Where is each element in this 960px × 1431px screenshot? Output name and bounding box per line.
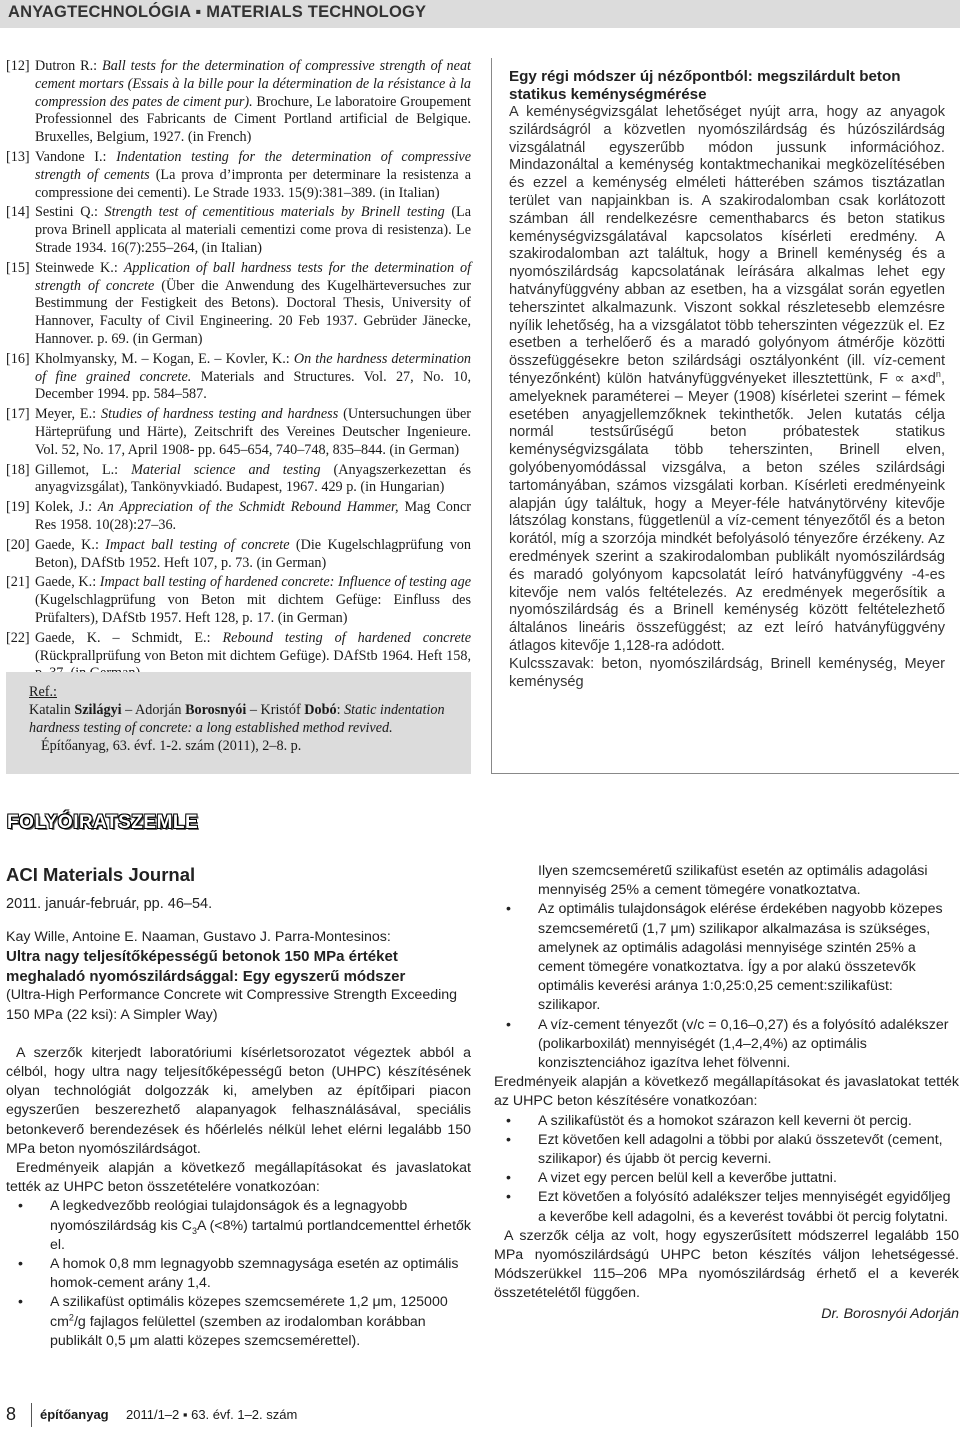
reference-item (6, 499, 471, 535)
abstract-keywords: Kulcsszavak: beton, nyomószilárdság, Brinell keménység, Meyer keménység (509, 655, 945, 690)
reference-number: [19] (6, 499, 30, 516)
reference-item (6, 462, 471, 498)
page-footer (0, 1400, 960, 1431)
reference-list (6, 58, 471, 685)
body-paragraph: A szerzők célja az volt, hogy egyszerűsített módszerrel legalább 150 MPa nyomószilárdságú UHPC beton készítés váljon lehetségessé. Módszerükkel 115–206 MPa nyomószilárdság érhető el a keverék összetételétől függően. (494, 1227, 959, 1302)
reference-text: Vandone I.: Indentation testing for the determination of compressive strength of cements (La prova d’impronta per determinare la resistenza a compressione dei cementi). Le Strade 1933. 15(9):381–389. (in Italian) (35, 148, 472, 201)
reference-number: [20] (6, 536, 30, 553)
reference-item (6, 537, 471, 573)
header-title: ANYAGTECHNOLÓGIA ▪ MATERIALS TECHNOLOGY (8, 3, 427, 21)
ref-citation: Katalin Szilágyi – Adorján Borosnyói – Kristóf Dobó: Static indentation hardness testing of concrete: a long established method revived. Építőanyag, 63. évf. 1-2. szám (2011), 2–8. p. (29, 701, 461, 755)
magazine-name: építőanyag (40, 1407, 109, 1422)
article-subtitle: (Ultra-High Performance Concrete wit Compressive Strength Exceeding 150 MPa (22 ksi): A Simpler Way) (6, 987, 458, 1023)
list-item: • A szilikafüstöt és a homokot szárazon kell keverni öt percig. (494, 1112, 959, 1131)
page-number: 8 (6, 1404, 17, 1424)
list-item: • Az optimális tulajdonságok elérése érdekében nagyobb közepes szemcseméretű (1,7 μm) szilikapor alkalmazása is szükséges, amelynek az optimális adagolási mennyisége szintén 25% a cement tömegére vonatkoztatva. Így a por alakú összetevők optimális keverési aránya 1:0,25:0,25 cement:szilikafüst: szilikapor. (494, 900, 959, 1015)
abstract-box (491, 58, 959, 774)
abstract-text: A keménységvizsgálat lehetőséget nyújt arra, hogy az anyagok szilárdságról a közvetlen nyomószilárdság és húzószilárdság vizsgálatnál egyszerűbb módon jussunk információhoz. Mindazonáltal a keménység kontaktmechanikai megközelítésében és ezzel a keménység elméleti hátterében számos tisztázatlan terület van napjainkban is. A szakirodalomban csak korlátozott számban áll rendelkezésre cementhabarcs és beton statikus keménységvizsgálatával kapcsolatos kísérleti eredmény. A szakirodalomban azt találtuk, hogy a Brinell keménység és a nyomószilárdság kapcsolatának leírására alkalmas lehet egy hatványfüggvény abban az esetben, ha a vizsgálat során egyetlen teherszintet alkalmazunk. Viszont sokkal részletesebb elemzésre nyílik lehetőség, ha a vizsgálatot több teherszinten végezzük el. Ez esetben a terhelőerő és a maradó golyónyom átmérője közötti összefüggésekre beton szilárdsági osztályonként (ill. víz-cement tényezőnként) külön hatványfüggvényeket illesztettünk, $F \propto a\times d^n$, amelyeknek paraméterei – Meyer (1908) kísérletei szerint – fémek esetében anyagjellemzőknek tekinthetők. Jelen kutatás célja normál testsűrűségű beton próbatestek statikus keménységvizsgálata több teherszinten, Brinell elven, golyóbenyomódással vizsgálva, a beton széles szilárdsági tartományában, számos vizsgálati korban. Kísérleti eredményeink alapján úgy találtuk, hogy a Meyer-féle hatványtörvény kitevője látszólag konstans, függetlenül a víz-cement tényezőtől és a beton korától, míg a szorzója mindkét befolyásoló tényezőre érzékeny. Az eredmények szerint a szakirodalomban publikált nyomószilárdság és maradó golyónyom kapcsolatát leíró hatványfüggvény -4-es kitevője nem valós feltételezés. Az eredmények megerősítik a nyomószilárdság és a Brinell keménység között feltételezhető általános lineáris összefüggést; az ezt leíró hatványfüggvény átlagos kitevője 1,128-ra adódott. (509, 104, 945, 654)
right-column (494, 862, 959, 1324)
issue-info: 2011/1–2 ▪ 63. évf. 1–2. szám (126, 1407, 298, 1422)
reference-text: Gaede, K.: Impact ball testing of hardened concrete: Influence of testing age (Kugelschlagprüfung von Beton mit dichtem Gefüge: Einfluss des Prüfalters), DAfStb 1957. Heft 128, p. 17. (in German) (35, 574, 472, 626)
journal-name: ACI Materials Journal (6, 864, 196, 885)
reference-number: [17] (6, 406, 30, 423)
reference-text: Gillemot, L.: Material science and testing (Anyagszerkezettan és anyagvizsgálat), Tankönyvkiadó. Budapest, 1967. 429 p. (in Hungarian) (35, 461, 471, 496)
procedure-list (494, 1112, 959, 1227)
reference-text: Kolek, J.: An Appreciation of the Schmidt Rebound Hammer, Mag Concr Res 1958. 10(28):27–36. (35, 499, 472, 533)
reference-text: Sestini Q.: Strength test of cementitious materials by Brinell testing (La prova Brinell applicata al materiali cementizi come prova di resistenza). Le Strade 1934. 16(7):255–264, (in Italian) (35, 204, 472, 256)
list-item: • A szilikafüst optimális közepes szemcsemérete 1,2 μm, 125000 $cm^2/g$ fajlagos felülettel (szemben az irodalomban korábban publikált 0,5 μm alatti közepes szemcsemérettel). (6, 1293, 471, 1351)
reference-text: Dutron R.: Ball tests for the determination of compressive strength of neat cement mortars (Essais à la bille pour la détermination de la résistance à la compression des pates de ciment pur). Brochure, Le laboratoire Groupement Professionnel des Fabricants de Ciment Portland artificial de Belgique. Bruxelles, Belgium, 1927. (in French) (35, 58, 471, 146)
section-title: FOLYÓIRATSZEMLE (7, 812, 199, 833)
reference-text: Meyer, E.: Studies of hardness testing and hardness (Untersuchungen über Härteprüfung und Härte), Zeitschrift des Vereines Deutscher Ingenieure. Vol. 52, No. 17, April 1908- pp. 645–654, 740–748, 835–844. (in German) (35, 406, 471, 458)
ref-title: Static indentation hardness testing of concrete: a long established method revived. (29, 702, 445, 736)
reference-number: [12] (6, 58, 30, 74)
reference-item (6, 58, 471, 147)
body-paragraph: A szerzők kiterjedt laboratóriumi kísérletsorozatot végeztek abból a célból, hogy ultra nagy teljesítőképességű beton (UHPC) készítésének olyan technológiát dolgozzák ki, amelyben az építőipari piacon egyszerűen beszerezhető alapanyagok felhasználásával, speciális betonkeverő berendezések és hőérlelés nélkül lehet elérni legalább 150 MPa beton nyomószilárdságot. (6, 1044, 471, 1157)
reference-number: [21] (6, 574, 30, 591)
reference-text: Gaede, K. – Schmidt, E.: Rebound testing of hardened concrete (Rückprallprüfung von Beton mit dichtem Gefüge). DAfStb 1964. Heft 158, (35, 629, 471, 664)
reference-number: [16] (6, 350, 30, 367)
left-column (6, 864, 471, 1351)
ref-label: Ref.: (29, 684, 57, 700)
abstract-title: Egy régi módszer új nézőpontból: megszilárdult beton statikus keménységmérése (509, 68, 901, 103)
list-item: • A legkedvezőbb reológiai tulajdonságok és a legnagyobb nyomószilárdság kis $C_3A$ (<8%) tartalmú portlandcementtel érhetők el. (6, 1197, 471, 1255)
footer-divider (31, 1403, 32, 1427)
reference-number: [13] (6, 148, 30, 165)
reference-number: [14] (6, 204, 30, 221)
list-item: • A homok 0,8 mm legnagyobb szemnagysága esetén az optimális homok-cement arány 1,4. (6, 1255, 471, 1293)
reference-text: Steinwede K.: Application of ball hardness tests for the determination of strength of concrete (Über die Anwendung des Kugelhärteversuches zur Bestimmung der Festigkeit des Betons). Doctoral Thesis, University of Hannover, Faculty of Civil Engineering. 20 Feb 1937. Gebrüder Jänecke, Hannover. p. 69. (in German) (35, 259, 472, 347)
list-item-continuation: Ilyen szemcseméretű szilikafüst esetén az optimális adagolási mennyiség 25% a cement tömegére vonatkoztatva. (538, 863, 928, 899)
list-item: • Ezt követően a folyósító adalékszer teljes mennyiségét egyidőljeg a keverőbe kell adagolni, és a keverést további öt percig folytatni. (494, 1188, 959, 1226)
reference-number: [15] (6, 259, 30, 276)
list-item: • A vizet egy percen belül kell a keverőbe juttatni. (494, 1169, 959, 1188)
reference-number: [22] (6, 629, 30, 646)
reference-item (6, 149, 471, 202)
ref-source: Építőanyag, 63. évf. 1-2. szám (2011), 2–8. p. (41, 738, 302, 754)
signature: Dr. Borosnyói Adorján (821, 1305, 959, 1322)
article-authors: Kay Wille, Antoine E. Naaman, Gustavo J. Parra-Montesinos: (6, 929, 391, 946)
body-paragraph: Eredményeik alapján a következő megállapításokat és javaslatokat tették az UHPC beton összetételére vonatkozóan: (6, 1160, 471, 1196)
reference-item (6, 351, 471, 404)
body-paragraph: Eredményeik alapján a következő megállapításokat és javaslatokat tették az UHPC beton készítésére vonatkozóan: (494, 1074, 959, 1110)
list-item: • Ezt követően kell adagolni a többi por alakú összetevőt (cement, szilikapor) és újabb öt percig keverni. (494, 1131, 959, 1169)
journal-date: 2011. január-február, pp. 46–54. (6, 896, 213, 912)
reference-number: [18] (6, 461, 30, 478)
reference-item (6, 574, 471, 627)
reference-text: Gaede, K.: Impact ball testing of concrete (Die Kugelschlagprüfung von Beton), DAfStb 1952. Heft 107, p. 73. (in German) (35, 536, 471, 571)
reference-item (6, 406, 471, 459)
recommendation-list (6, 1197, 471, 1351)
reference-item (6, 204, 471, 257)
reference-box (6, 672, 471, 774)
reference-item (6, 260, 471, 349)
reference-text: Kholmyansky, M. – Kogan, E. – Kovler, K.: On the hardness determination of fine grained concrete. Materials and Structures. Vol. 27, No. 10, December 1994. pp. 584–587. (35, 350, 472, 403)
recommendation-list (494, 900, 959, 1073)
list-item: • A víz-cement tényezőt (v/c = 0,16–0,27) és a folyósító adalékszer (polikarboxilát) mennyiségét (1,4–2,4%) az optimális konzisztenciához igazítva lehet fölvenni. (494, 1016, 959, 1074)
header-bar (0, 0, 960, 28)
article-title: Ultra nagy teljesítőképességű betonok 150 MPa értéket meghaladó nyomószilárdsággal: Egy egyszerű módszer (6, 948, 406, 985)
